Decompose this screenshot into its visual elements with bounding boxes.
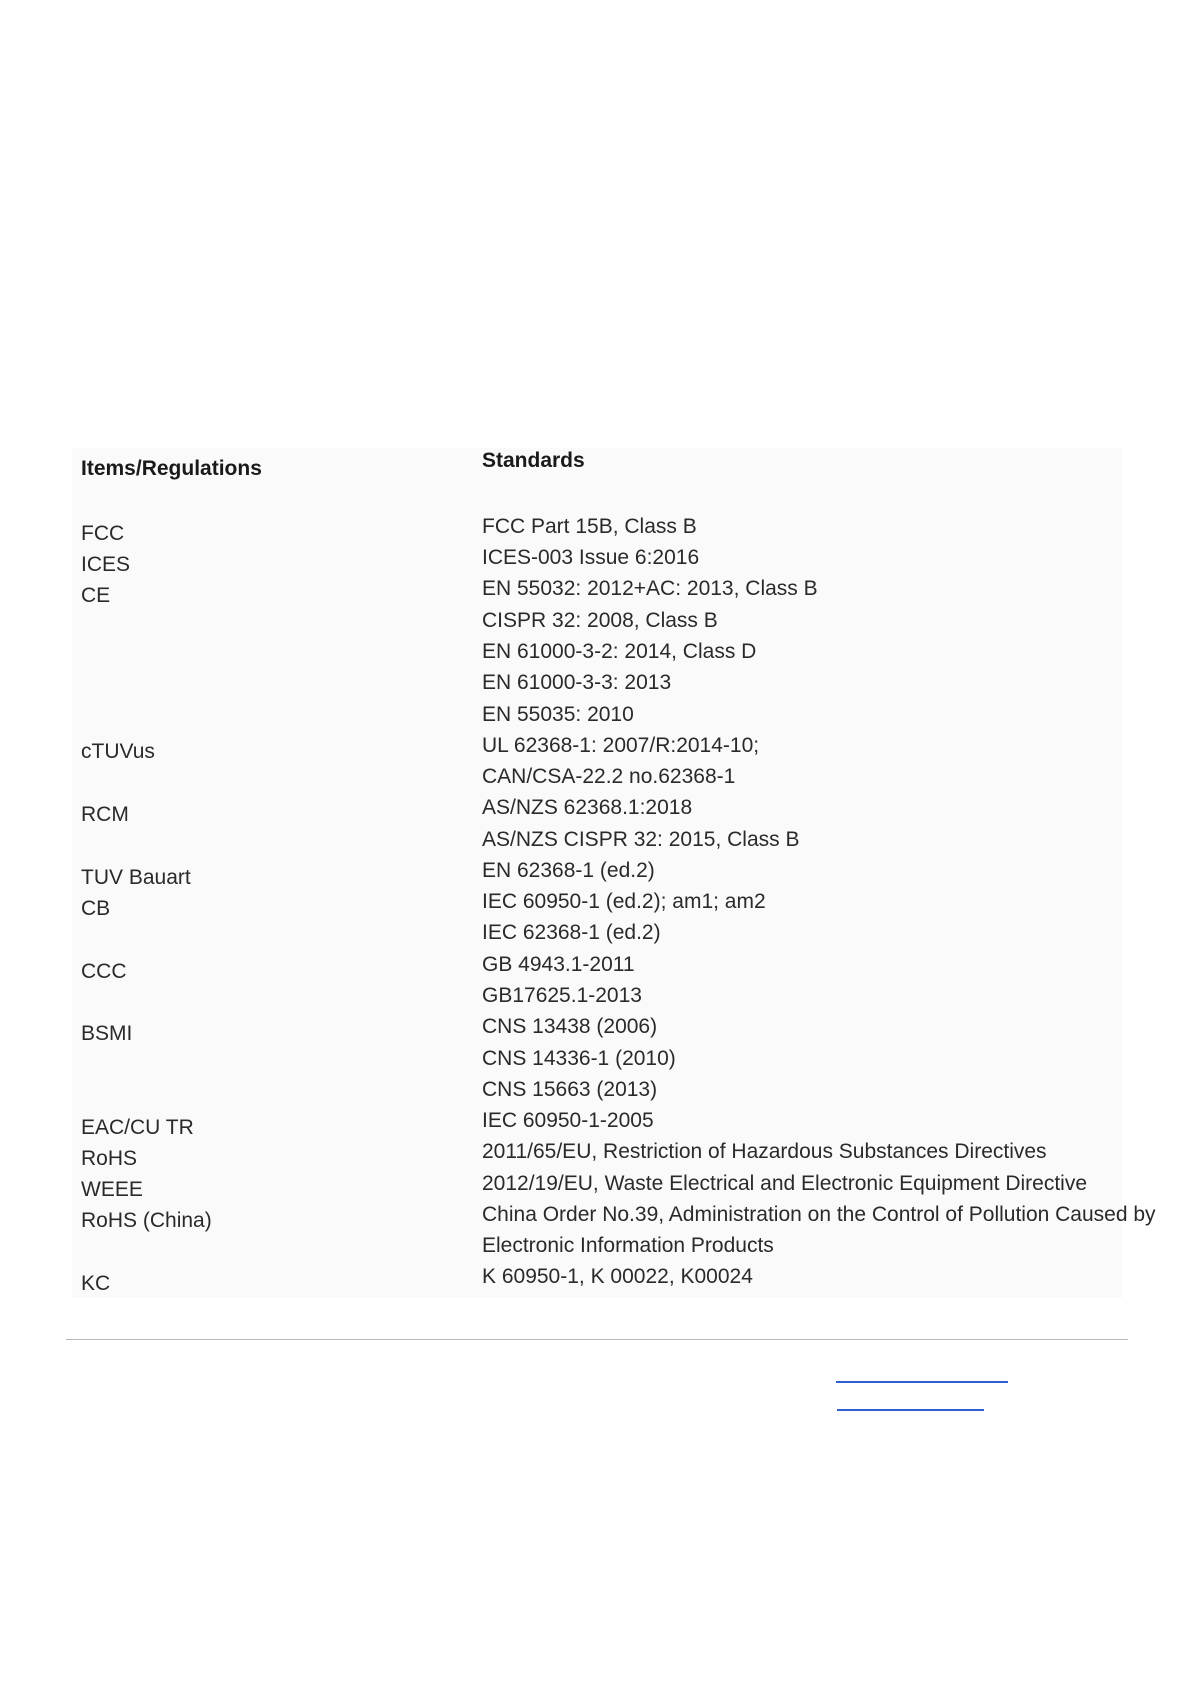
standard-line: EN 62368-1 (ed.2) <box>482 859 655 882</box>
standard-line: 2012/19/EU, Waste Electrical and Electronic Equipment Directive <box>482 1172 1088 1195</box>
standard-line: K 60950-1, K 00022, K00024 <box>482 1265 753 1288</box>
item-ccc: CCC <box>81 960 127 983</box>
standard-line: China Order No.39, Administration on the Control of Pollution Caused by <box>482 1203 1156 1226</box>
standard-line: IEC 60950-1-2005 <box>482 1109 654 1132</box>
item-ices: ICES <box>81 553 131 576</box>
standard-line: EN 55035: 2010 <box>482 703 634 726</box>
footer-link-underline[interactable] <box>836 1381 1008 1383</box>
footer-link-underline[interactable] <box>837 1409 984 1411</box>
standard-line: IEC 60950-1 (ed.2); am1; am2 <box>482 890 766 913</box>
item-ce: CE <box>81 584 111 607</box>
standard-line: EN 61000-3-2: 2014, Class D <box>482 640 757 663</box>
standard-line: EN 55032: 2012+AC: 2013, Class B <box>482 577 818 600</box>
item-eac-cu-tr: EAC/CU TR <box>81 1116 194 1139</box>
item-weee: WEEE <box>81 1178 143 1201</box>
standard-line: IEC 62368-1 (ed.2) <box>482 921 661 944</box>
item-cb: CB <box>81 897 111 920</box>
item-rohs-china: RoHS (China) <box>81 1209 212 1232</box>
standard-line: CNS 15663 (2013) <box>482 1078 658 1101</box>
standard-line: Electronic Information Products <box>482 1234 774 1257</box>
standard-line: AS/NZS CISPR 32: 2015, Class B <box>482 828 800 851</box>
standard-line: CAN/CSA-22.2 no.62368-1 <box>482 765 736 788</box>
standard-line: ICES-003 Issue 6:2016 <box>482 546 700 569</box>
footer-divider <box>66 1339 1128 1340</box>
standard-line: EN 61000-3-3: 2013 <box>482 671 672 694</box>
item-rcm: RCM <box>81 803 129 826</box>
item-kc: KC <box>81 1272 111 1295</box>
standard-line: CISPR 32: 2008, Class B <box>482 609 718 632</box>
item-bsmi: BSMI <box>81 1022 133 1045</box>
standard-line: CNS 14336-1 (2010) <box>482 1047 676 1070</box>
item-ctuvus: cTUVus <box>81 740 155 763</box>
standard-line: CNS 13438 (2006) <box>482 1015 658 1038</box>
item-rohs: RoHS <box>81 1147 138 1170</box>
standard-line: UL 62368-1: 2007/R:2014-10; <box>482 734 760 757</box>
header-items-regulations: Items/Regulations <box>81 457 262 480</box>
standard-line: GB17625.1-2013 <box>482 984 642 1007</box>
standard-line: AS/NZS 62368.1:2018 <box>482 796 693 819</box>
standard-line: FCC Part 15B, Class B <box>482 515 697 538</box>
item-tuv-bauart: TUV Bauart <box>81 866 191 889</box>
standard-line: 2011/65/EU, Restriction of Hazardous Substances Directives <box>482 1140 1047 1163</box>
item-fcc: FCC <box>81 522 125 545</box>
header-standards: Standards <box>482 449 585 472</box>
standard-line: GB 4943.1-2011 <box>482 953 635 976</box>
